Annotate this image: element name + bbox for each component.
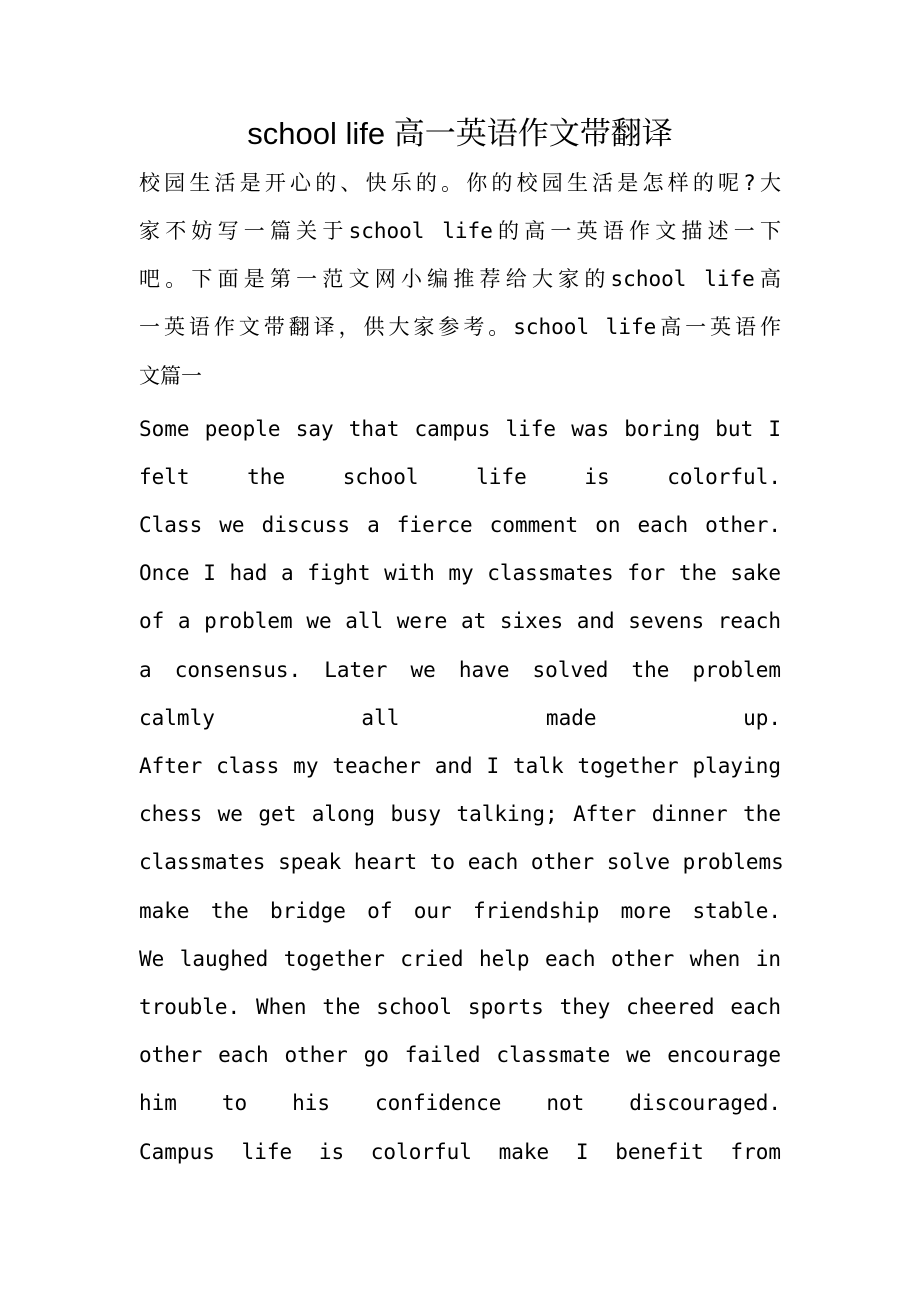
body-line: After class my teacher and I talk together playing xyxy=(139,754,781,778)
body-line: make the bridge of our friendship more stable. xyxy=(139,899,781,923)
body-line: We laughed together cried help each other when in xyxy=(139,947,781,971)
body-line: other each other go failed classmate we encourage xyxy=(139,1043,781,1067)
body-line: felt the school life is colorful. xyxy=(139,465,781,489)
body-line: of a problem we all were at sixes and sevens reach xyxy=(139,609,781,633)
body-line: Class we discuss a fierce comment on each other. xyxy=(139,513,781,537)
document-title: school life 高一英语作文带翻译 xyxy=(247,116,673,151)
body-line: chess we get along busy talking; After dinner the xyxy=(139,802,781,826)
intro-line: 家不妨写一篇关于school life的高一英语作文描述一下 xyxy=(139,219,781,243)
body-line: calmly all made up. xyxy=(139,706,781,730)
intro-line: 校园生活是开心的、快乐的。你的校园生活是怎样的呢?大 xyxy=(139,171,781,195)
intro-line: 文篇一 xyxy=(139,364,202,388)
body-line: Campus life is colorful make I benefit from xyxy=(139,1140,781,1164)
intro-line: 吧。下面是第一范文网小编推荐给大家的school life高 xyxy=(139,267,781,291)
body-line: classmates speak heart to each other solve problems xyxy=(139,850,784,874)
body-line: Some people say that campus life was boring but I xyxy=(139,417,781,441)
body-line: him to his confidence not discouraged. xyxy=(139,1091,781,1115)
body-line: trouble. When the school sports they cheered each xyxy=(139,995,781,1019)
intro-line: 一英语作文带翻译，供大家参考。school life高一英语作 xyxy=(139,315,781,339)
body-line: a consensus. Later we have solved the problem xyxy=(139,658,781,682)
body-line: Once I had a fight with my classmates for the sake xyxy=(139,561,781,585)
